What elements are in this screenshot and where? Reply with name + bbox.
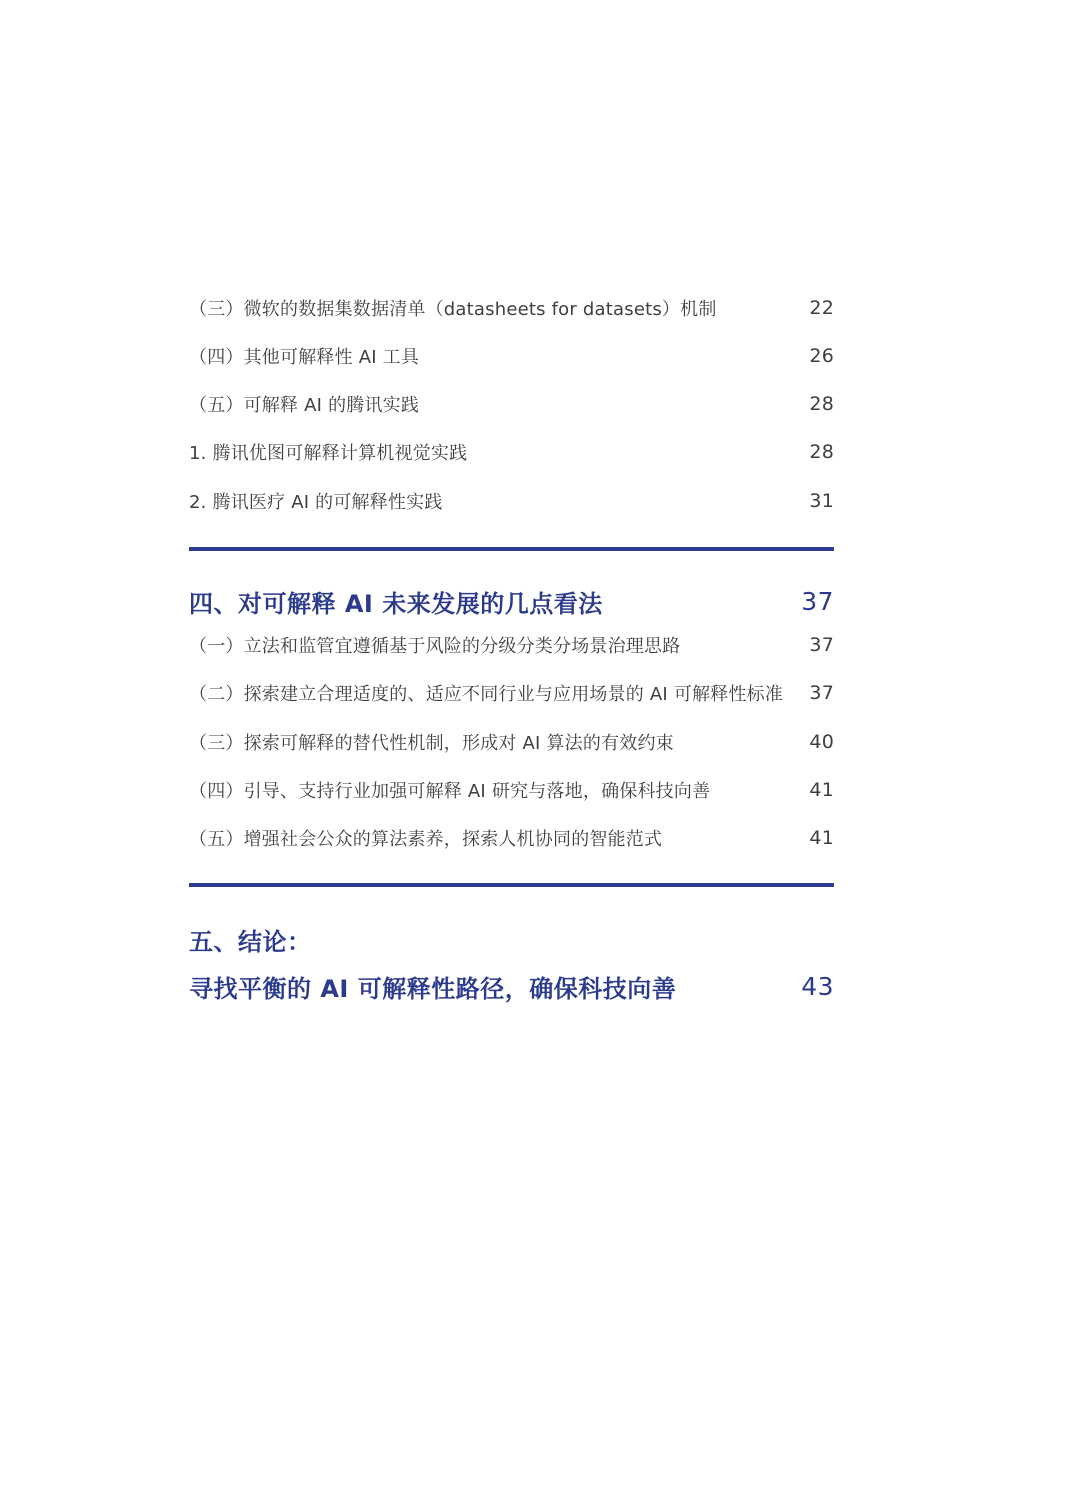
section-5-heading[interactable]	[189, 919, 834, 959]
toc-entry[interactable]	[189, 727, 834, 757]
toc-entry[interactable]	[189, 823, 834, 853]
toc-entry-label: （三）微软的数据集数据清单（datasheets for datasets）机制	[189, 299, 717, 320]
section-divider	[189, 547, 834, 551]
toc-entry[interactable]	[189, 678, 834, 708]
toc-entry[interactable]	[189, 341, 834, 371]
toc-entry[interactable]	[189, 437, 834, 467]
toc-entry[interactable]	[189, 630, 834, 660]
section-4-title: 四、对可解释 AI 未来发展的几点看法	[189, 589, 603, 618]
toc-entry-label: （三）探索可解释的替代性机制，形成对 AI 算法的有效约束	[189, 733, 674, 754]
toc-entry-label: 1. 腾讯优图可解释计算机视觉实践	[189, 443, 468, 464]
toc-entry-label: （五）可解释 AI 的腾讯实践	[189, 395, 420, 416]
section-4-heading[interactable]	[189, 581, 834, 621]
toc-entry-label: （二）探索建立合理适度的、适应不同行业与应用场景的 AI 可解释性标准	[189, 684, 784, 705]
toc-entry-label: （四）其他可解释性 AI 工具	[189, 347, 420, 368]
toc-entry-page: 26	[809, 345, 834, 367]
toc-entry-page: 37	[809, 634, 834, 656]
section-divider	[189, 883, 834, 887]
section-5-title-line2: 寻找平衡的 AI 可解释性路径，确保科技向善	[189, 974, 677, 1003]
toc-entry-label: （一）立法和监管宜遵循基于风险的分级分类分场景治理思路	[189, 636, 681, 657]
toc-entry-label: 2. 腾讯医疗 AI 的可解释性实践	[189, 492, 443, 513]
toc-entry-page: 28	[809, 441, 834, 463]
toc-entry-label: （五）增强社会公众的算法素养，探索人机协同的智能范式	[189, 829, 663, 850]
toc-entry[interactable]	[189, 486, 834, 516]
toc-entry[interactable]	[189, 389, 834, 419]
toc-entry-page: 41	[809, 827, 834, 849]
section-5-title-line1: 五、结论：	[189, 927, 312, 956]
toc-entry-page: 28	[809, 393, 834, 415]
section-5-page: 43	[801, 971, 834, 1001]
toc-entry-page: 22	[809, 297, 834, 319]
toc-entry-page: 31	[809, 490, 834, 512]
toc-entry-label: （四）引导、支持行业加强可解释 AI 研究与落地，确保科技向善	[189, 781, 711, 802]
section-5-subheading[interactable]	[189, 966, 834, 1006]
toc-entry[interactable]	[189, 293, 834, 323]
toc-entry-page: 37	[809, 682, 834, 704]
toc-entry[interactable]	[189, 775, 834, 805]
toc-entry-page: 40	[809, 731, 834, 753]
section-4-page: 37	[801, 586, 834, 616]
toc-entry-page: 41	[809, 779, 834, 801]
